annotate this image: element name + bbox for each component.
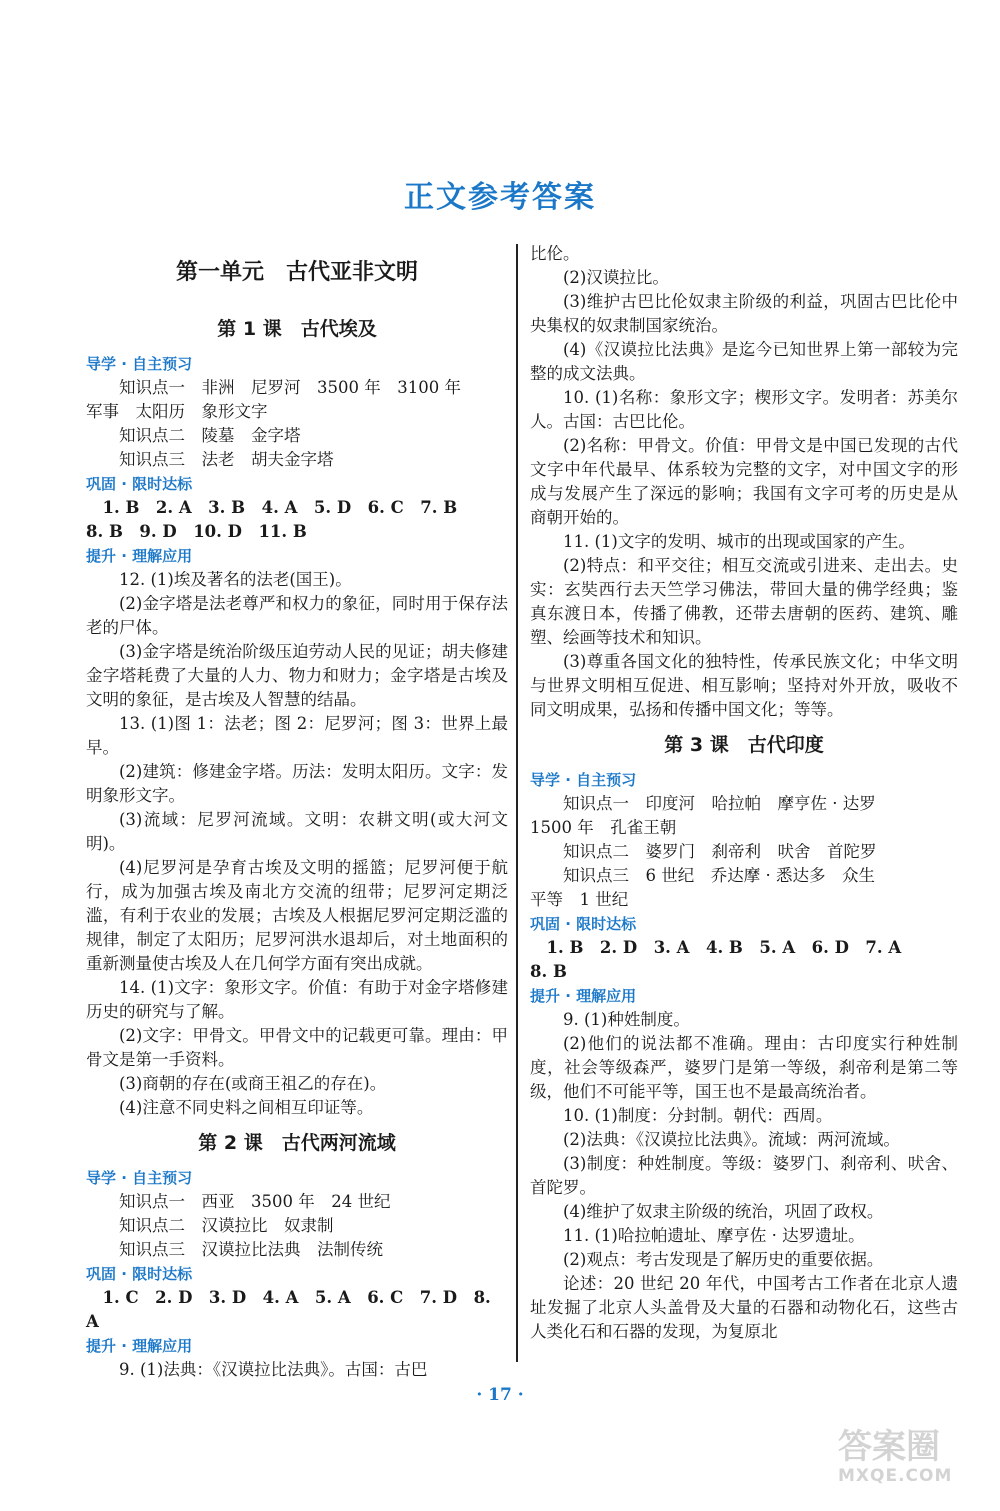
section-heading: 巩固 · 限时达标	[530, 915, 637, 933]
choice-answers: 1. C 2. D 3. D 4. A 5. A 6. C 7. D 8. A	[86, 1288, 497, 1331]
answer-paragraph: (4)注意不同史料之间相互印证等。	[119, 1098, 374, 1117]
page-number: · 17 ·	[476, 1385, 524, 1405]
answer-paragraph: (4)维护了奴隶主阶级的统治，巩固了政权。	[563, 1202, 884, 1221]
answer-paragraph: (2)特点：和平交往；相互交流或引进来、走出去。史实：玄奘西行去天竺学习佛法，带回大量的佛学经典；鉴真东渡日本，传播了佛教，还带去唐朝的医药、建筑、雕塑、绘画等技术和知识。	[530, 556, 958, 647]
answer-paragraph: 12. (1)埃及著名的法老(国王)。	[119, 570, 352, 589]
answer-paragraph: (4)尼罗河是孕育古埃及文明的摇篮；尼罗河便于航行，成为加强古埃及南北方交流的纽带；尼罗河定期泛滥，有利于农业的发展；古埃及人根据尼罗河定期泛滥的规律，制定了太阳历；尼罗河洪水退却后，对土地面积的重新测量使古埃及人在几何学方面有突出成就。	[86, 858, 508, 973]
answer-paragraph: 9. (1)法典：《汉谟拉比法典》。古国：古巴	[119, 1360, 428, 1379]
answer-paragraph: 知识点二 陵墓 金字塔	[119, 426, 301, 445]
answer-paragraph: (2)名称：甲骨文。价值：甲骨文是中国已发现的古代文字中年代最早、体系较为完整的文字，对中国文字的形成与发展产生了深远的影响；我国有文字可考的历史是从商朝开始的。	[530, 436, 958, 527]
unit-title: 第一单元 古代亚非文明	[175, 260, 418, 285]
answer-paragraph: 知识点三 6 世纪 乔达摩 · 悉达多 众生	[563, 866, 875, 885]
answer-line: 平等 1 世纪	[530, 890, 629, 909]
answer-paragraph: 知识点二 婆罗门 刹帝利 吠舍 首陀罗	[563, 842, 877, 861]
answer-paragraph: (2)他们的说法都不准确。理由：古印度实行种姓制度，社会等级森严，婆罗门是第一等级，刹帝利是第二等级，他们不可能平等，国王也不是最高统治者。	[530, 1034, 958, 1101]
answer-line: 军事 太阳历 象形文字	[86, 402, 268, 421]
answer-paragraph: (2)文字：甲骨文。甲骨文中的记载更可靠。理由：甲骨文是第一手资料。	[86, 1026, 508, 1069]
answer-paragraph: (2)金字塔是法老尊严和权力的象征，同时用于保存法老的尸体。	[86, 594, 508, 637]
choice-answers: 8. B 9. D 10. D 11. B	[86, 522, 307, 541]
answer-paragraph: (3)维护古巴比伦奴隶主阶级的利益，巩固古巴比伦中央集权的奴隶制国家统治。	[530, 292, 958, 335]
lesson-title: 第 1 课 古代埃及	[217, 318, 377, 340]
answer-paragraph: (2)法典：《汉谟拉比法典》。流域：两河流域。	[563, 1130, 900, 1149]
answer-paragraph: (3)金字塔是统治阶级压迫劳动人民的见证；胡夫修建金字塔耗费了大量的人力、物力和财力；金字塔是古埃及文明的象征，是古埃及人智慧的结晶。	[86, 642, 508, 709]
answer-paragraph: (3)商朝的存在(或商王祖乙的存在)。	[119, 1074, 387, 1093]
answer-paragraph: 13. (1)图 1：法老；图 2：尼罗河；图 3：世界上最早。	[86, 714, 508, 757]
answer-paragraph: 知识点三 汉谟拉比法典 法制传统	[119, 1240, 383, 1259]
section-heading: 导学 · 自主预习	[86, 1169, 193, 1187]
lesson-title: 第 2 课 古代两河流域	[198, 1132, 396, 1154]
choice-answers: 8. B	[530, 962, 567, 981]
answer-paragraph: (3)尊重各国文化的独特性，传承民族文化；中华文明与世界文明相互促进、相互影响；坚持对外开放，吸收不同文明成果，弘扬和传播中国文化；等等。	[530, 652, 958, 719]
lesson-title: 第 3 课 古代印度	[664, 734, 824, 756]
answer-paragraph: 知识点一 印度河 哈拉帕 摩亨佐 · 达罗	[563, 794, 876, 813]
answer-paragraph: 论述：20 世纪 20 年代，中国考古工作者在北京人遗址发掘了北京人头盖骨及大量的石器和动物化石，这些古人类化石和石器的发现，为复原北	[530, 1274, 958, 1341]
choice-answers: 1. B 2. A 3. B 4. A 5. D 6. C 7. B	[86, 498, 458, 517]
choice-answers: 1. B 2. D 3. A 4. B 5. A 6. D 7. A	[530, 938, 902, 957]
answer-paragraph: (3)制度：种姓制度。等级：婆罗门、刹帝利、吠舍、首陀罗。	[530, 1154, 958, 1197]
answer-paragraph: 10. (1)名称：象形文字；楔形文字。发明者：苏美尔人。古国：古巴比伦。	[530, 388, 958, 431]
right-column	[530, 242, 958, 1344]
answer-paragraph: 11. (1)文字的发明、城市的出现或国家的产生。	[563, 532, 915, 551]
watermark-url: MXQE.COM	[838, 1466, 953, 1486]
left-column	[86, 240, 508, 1382]
section-heading: 导学 · 自主预习	[86, 355, 193, 373]
answer-paragraph: (2)建筑：修建金字塔。历法：发明太阳历。文字：发明象形文字。	[86, 762, 508, 805]
answer-paragraph: 10. (1)制度：分封制。朝代：西周。	[563, 1106, 833, 1125]
section-heading: 导学 · 自主预习	[530, 771, 637, 789]
watermark	[838, 1428, 968, 1498]
section-heading: 巩固 · 限时达标	[86, 475, 193, 493]
answer-paragraph: 知识点一 非洲 尼罗河 3500 年 3100 年	[119, 378, 461, 397]
answer-line: 1500 年 孔雀王朝	[530, 818, 677, 837]
answer-paragraph: 知识点二 汉谟拉比 奴隶制	[119, 1216, 334, 1235]
answer-paragraph: 知识点三 法老 胡夫金字塔	[119, 450, 334, 469]
column-divider	[516, 244, 518, 1362]
section-heading: 提升 · 理解应用	[530, 987, 637, 1005]
answer-paragraph: (2)观点：考古发现是了解历史的重要依据。	[563, 1250, 884, 1269]
section-heading: 提升 · 理解应用	[86, 1337, 193, 1355]
answer-paragraph: (2)汉谟拉比。	[563, 268, 669, 287]
answer-line: 比伦。	[530, 244, 580, 263]
answer-paragraph: 知识点一 西亚 3500 年 24 世纪	[119, 1192, 391, 1211]
section-heading: 提升 · 理解应用	[86, 547, 193, 565]
watermark-logo-text: 答案圈	[838, 1427, 940, 1467]
answer-paragraph: 9. (1)种姓制度。	[563, 1010, 690, 1029]
section-heading: 巩固 · 限时达标	[86, 1265, 193, 1283]
answer-paragraph: (4)《汉谟拉比法典》是迄今已知世界上第一部较为完整的成文法典。	[530, 340, 958, 383]
answer-paragraph: 14. (1)文字：象形文字。价值：有助于对金字塔修建历史的研究与了解。	[86, 978, 508, 1021]
answer-paragraph: 11. (1)哈拉帕遗址、摩亨佐 · 达罗遗址。	[563, 1226, 865, 1245]
page-title: 正文参考答案	[404, 180, 596, 215]
answer-paragraph: (3)流域：尼罗河流域。文明：农耕文明(或大河文明)。	[86, 810, 508, 853]
